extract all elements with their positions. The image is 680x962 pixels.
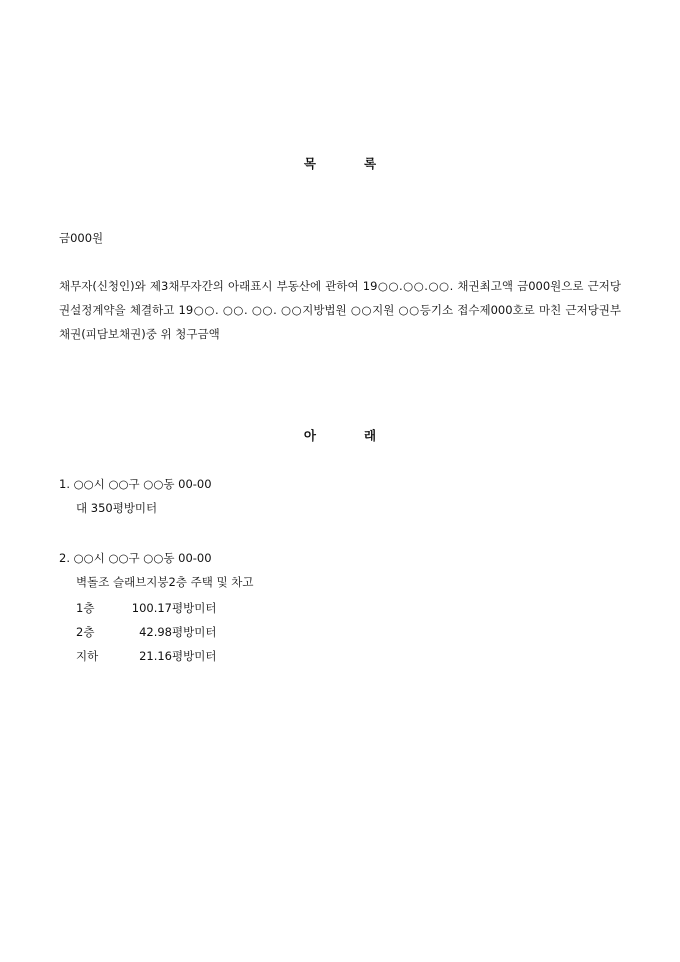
floor-unit: 평방미터 [172, 601, 217, 615]
title-char-right: 록 [364, 156, 377, 171]
floor-area: 42.98 [139, 625, 172, 639]
floor-row [76, 624, 216, 640]
property-1-address: 1. ○○시 ○○구 ○○동 00-00 [59, 477, 212, 491]
section-heading-char-left: 아 [303, 428, 316, 443]
claim-amount: 금000원 [59, 231, 104, 245]
floor-row [76, 648, 216, 664]
floor-area: 21.16 [139, 649, 172, 663]
floor-area: 100.17 [131, 601, 172, 615]
property-2-address: 2. ○○시 ○○구 ○○동 00-00 [59, 551, 212, 565]
floor-row [76, 600, 216, 616]
section-heading [0, 426, 680, 444]
document-title [0, 154, 680, 172]
floor-label: 지하 [76, 649, 99, 663]
floor-label: 1층 [76, 601, 95, 615]
title-char-left: 목 [303, 156, 316, 171]
floor-unit: 평방미터 [172, 649, 217, 663]
floor-label: 2층 [76, 625, 95, 639]
floor-unit: 평방미터 [172, 625, 217, 639]
property-2-detail: 벽돌조 슬래브지붕2층 주택 및 차고 [76, 575, 254, 589]
claim-description: 채무자(신청인)와 제3채무자간의 아래표시 부동산에 관하여 19○○.○○.○○. 채권최고액 금000원으로 근저당권설정계약을 체결하고 19○○. ○○. ○○. ○○지방법원 ○○지원 ○○등기소 접수제000호로 마친 근저당권부 채권(피담보채권)중 위 청구금액 [59, 279, 621, 341]
property-1-detail: 대 350평방미터 [76, 501, 158, 515]
section-heading-char-right: 래 [364, 428, 377, 443]
